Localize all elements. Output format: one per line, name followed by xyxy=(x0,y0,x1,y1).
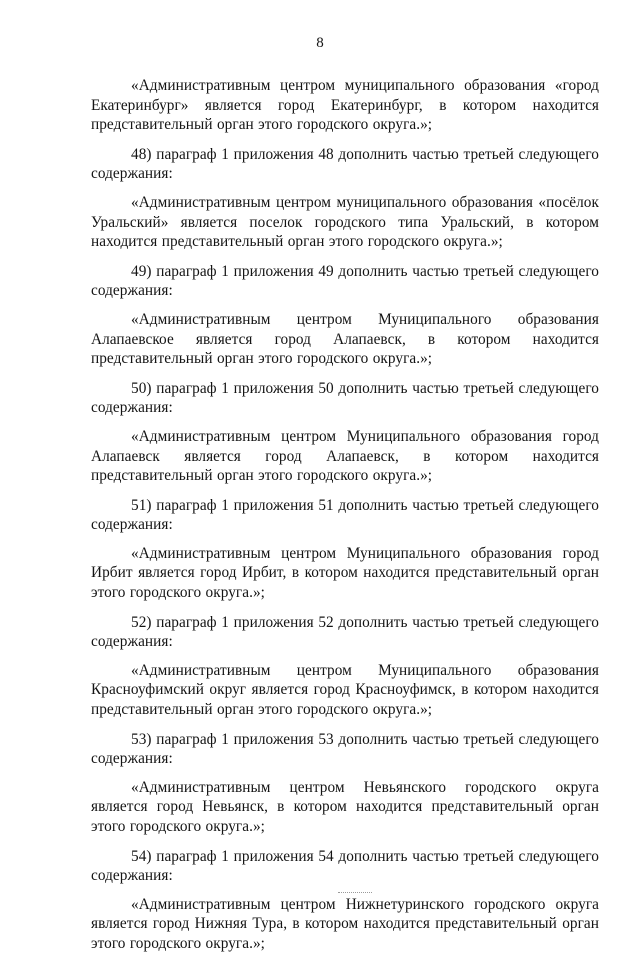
paragraph-item-52: 52) параграф 1 приложения 52 дополнить частью третьей следующего содержания: xyxy=(91,613,599,651)
paragraph-quote-center-nizhnyaya-tura: «Административным центром Нижнетуринского городского округа является город Нижняя Тура, в котором находится представительный орган этого городского округа.»; xyxy=(91,895,599,952)
paragraph-quote-center-alapaevsk: «Административным центром Муниципального образования город Алапаевск является город Алапаевск, в котором находится представительный орган этого городского округа.»; xyxy=(91,427,599,485)
scan-artifact xyxy=(338,892,372,895)
paragraph-item-51: 51) параграф 1 приложения 51 дополнить частью третьей следующего содержания: xyxy=(91,496,599,534)
paragraph-quote-center-krasnoufimsk: «Административным центром Муниципального образования Красноуфимский округ является город Красноуфимск, в котором находится представительный орган этого городского округа.»; xyxy=(91,661,599,719)
paragraph-item-54: 54) параграф 1 приложения 54 дополнить частью третьей следующего содержания: xyxy=(91,847,599,885)
paragraph-item-50: 50) параграф 1 приложения 50 дополнить частью третьей следующего содержания: xyxy=(91,379,599,417)
paragraph-quote-center-yekaterinburg: «Административным центром муниципального образования «город Екатеринбург» является город Екатеринбург, в котором находится представительный орган этого городского округа.»; xyxy=(91,77,599,134)
paragraph-quote-center-nevyansk: «Административным центром Невьянского городского округа является город Невьянск, в котором находится представительный орган этого городского округа.»; xyxy=(91,778,599,835)
paragraph-item-49: 49) параграф 1 приложения 49 дополнить частью третьей следующего содержания: xyxy=(91,262,599,300)
paragraph-item-48: 48) параграф 1 приложения 48 дополнить частью третьей следующего содержания: xyxy=(91,145,599,183)
paragraph-item-53: 53) параграф 1 приложения 53 дополнить частью третьей следующего содержания: xyxy=(91,730,599,768)
document-body xyxy=(91,76,599,964)
page-number: 8 xyxy=(316,35,324,51)
paragraph-quote-center-irbit: «Административным центром Муниципального образования город Ирбит является город Ирбит, в котором находится представительный орган этого городского округа.»; xyxy=(91,544,599,602)
paragraph-quote-center-alapaevskoe: «Административным центром Муниципального образования Алапаевское является город Алапаевск, в котором находится представительный орган этого городского округа.»; xyxy=(91,310,599,368)
paragraph-quote-center-uralsky: «Административным центром муниципального образования «посёлок Уральский» является поселок городского типа Уральский, в котором находится представительный орган этого городского округа.»; xyxy=(91,193,599,251)
